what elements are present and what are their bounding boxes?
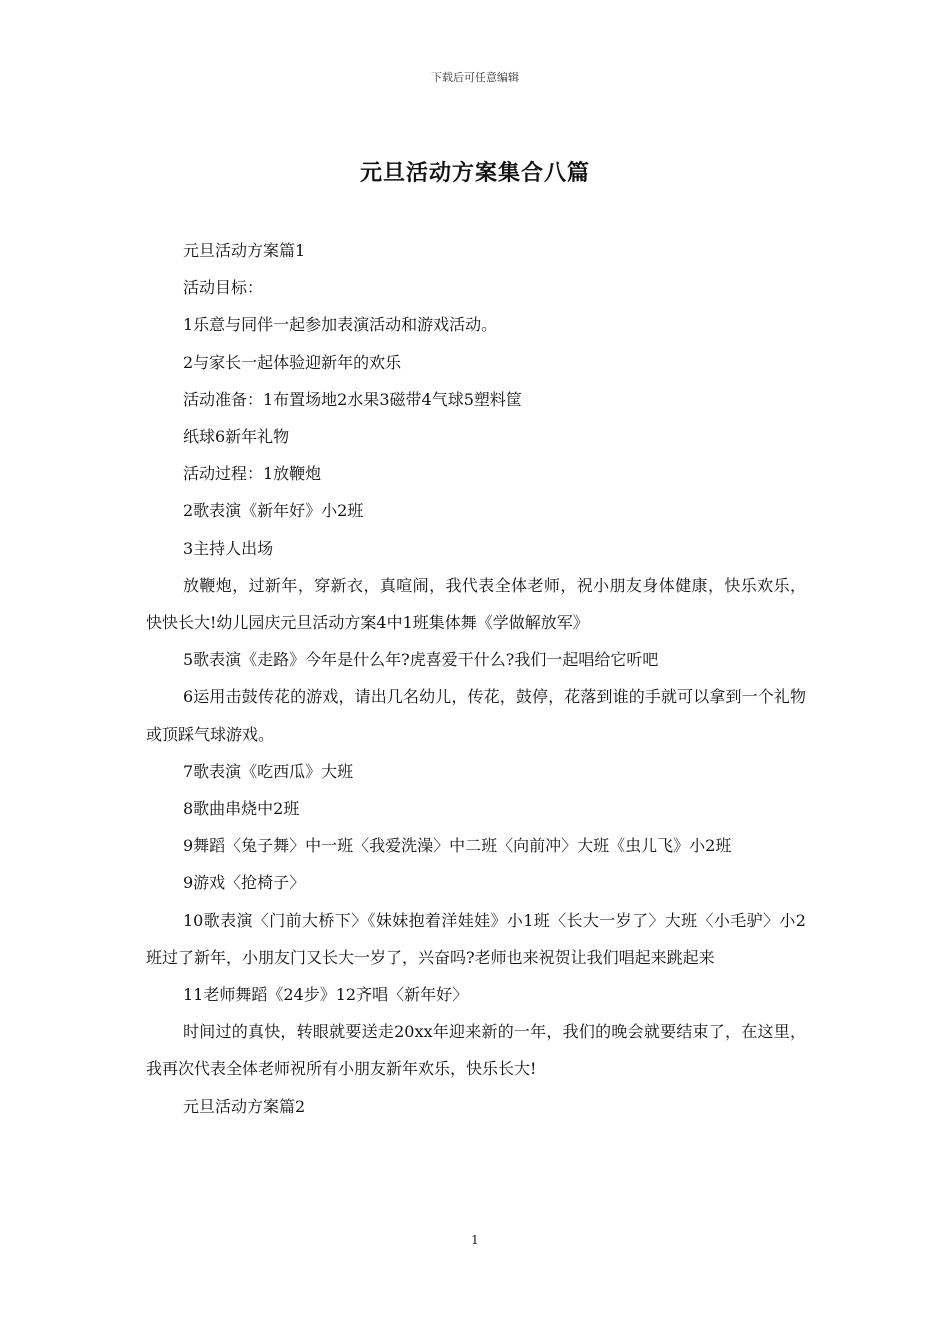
page-header: 下载后可任意编辑	[431, 71, 519, 84]
section-heading: 元旦活动方案篇2	[183, 1096, 306, 1116]
paragraph: 活动过程：1放鞭炮	[183, 464, 322, 484]
document-body	[146, 232, 806, 1125]
paragraph: 2歌表演《新年好》小2班	[183, 501, 364, 521]
paragraph: 5歌表演《走路》今年是什么年?虎喜爱干什么?我们一起唱给它听吧	[183, 650, 659, 670]
paragraph: 1乐意与同伴一起参加表演活动和游戏活动。	[183, 315, 498, 335]
paragraph: 纸球6新年礼物	[183, 427, 290, 447]
paragraph: 时间过的真快，转眼就要送走20xx年迎来新的一年，我们的晚会就要结束了，在这里，我再次代表全体老师祝所有小朋友新年欢乐，快乐长大!	[146, 1022, 806, 1079]
document-title: 元旦活动方案集合八篇	[359, 160, 590, 186]
paragraph: 9游戏〈抢椅子〉	[183, 873, 306, 893]
paragraph: 活动准备：1布置场地2水果3磁带4气球5塑料筐	[183, 389, 522, 409]
paragraph: 8歌曲串烧中2班	[183, 799, 300, 819]
section-heading: 元旦活动方案篇1	[183, 241, 306, 260]
page-number: 1	[471, 1233, 479, 1247]
paragraph: 7歌表演《吃西瓜》大班	[183, 761, 354, 781]
paragraph: 活动目标：	[183, 278, 264, 298]
paragraph: 11老师舞蹈《24步》12齐唱〈新年好〉	[183, 985, 469, 1005]
paragraph: 10歌表演〈门前大桥下〉《妹妹抱着洋娃娃》小1班〈长大一岁了〉大班〈小毛驴〉小2班过了新年，小朋友门又长大一岁了，兴奋吗?老师也来祝贺让我们唱起来跳起来	[146, 910, 806, 967]
paragraph: 2与家长一起体验迎新年的欢乐	[183, 352, 402, 372]
paragraph: 放鞭炮，过新年，穿新衣，真喧闹，我代表全体老师，祝小朋友身体健康，快乐欢乐，快快长大!幼儿园庆元旦活动方案4中1班集体舞《学做解放军》	[146, 575, 806, 633]
paragraph: 3主持人出场	[183, 538, 274, 558]
paragraph: 9舞蹈〈兔子舞〉中一班〈我爱洗澡〉中二班〈向前冲〉大班《虫儿飞》小2班	[183, 836, 732, 856]
paragraph: 6运用击鼓传花的游戏，请出几名幼儿，传花，鼓停，花落到谁的手就可以拿到一个礼物或顶踩气球游戏。	[146, 687, 806, 744]
